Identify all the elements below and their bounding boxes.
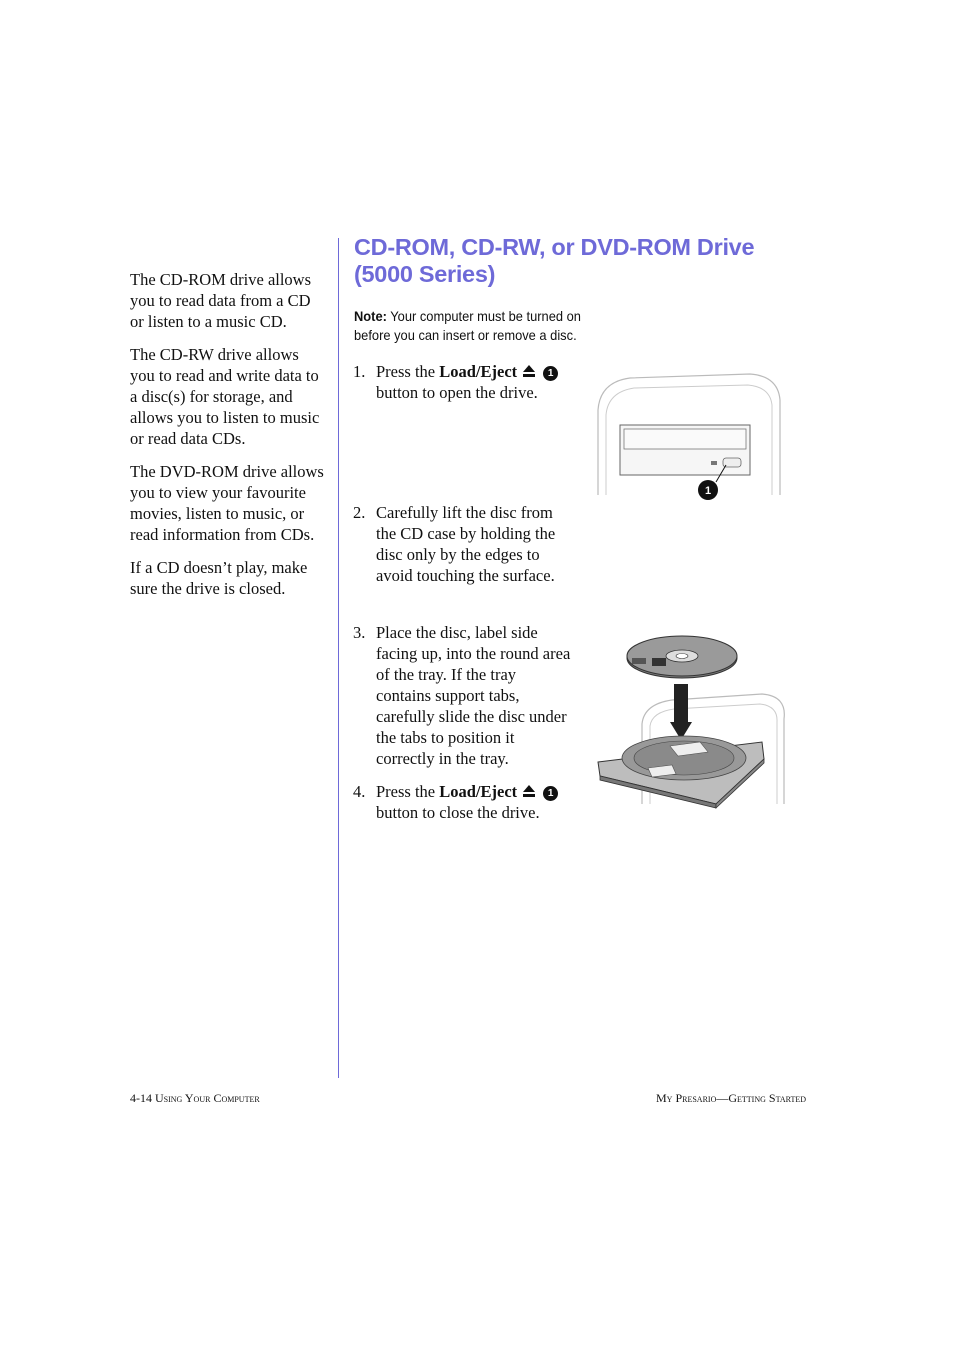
figure-callout-label: 1 [704,485,712,497]
step-text: Place the disc, label side facing up, into the round area of the tray. If the tray contains support tabs, carefully slide the disc under the tabs to position it correctly in the tray. [376,623,571,768]
footer-right: My Presario—Getting Started [656,1091,806,1105]
step-text: Press the [376,362,440,381]
step-3 [353,622,573,769]
eject-icon [522,364,536,378]
step-text: button to open the drive. [376,383,538,402]
page-number: 4-14 [130,1091,152,1105]
step-1 [353,361,575,403]
step-number: 1. [353,362,366,381]
note-label: Note: [354,308,387,324]
callout-1-icon: 1 [543,786,558,801]
callout-1-icon: 1 [543,366,558,381]
step-2 [353,502,571,586]
step-number: 2. [353,503,366,522]
sidebar-paragraph-dvdrom: The DVD-ROM drive allows you to view your favourite movies, listen to music, or read information from CDs. [130,462,324,544]
section-title: CD-ROM, CD-RW, or DVD-ROM Drive (5000 Series) [354,234,755,287]
sidebar-paragraph-cdrw: The CD-RW drive allows you to read and write data to a disc(s) for storage, and allows you to listen to music or read data CDs. [130,345,320,448]
step-text: Press the [376,782,440,801]
note-text: Your computer must be turned on before you can insert or remove a disc. [354,308,581,343]
sidebar-paragraph-tip: If a CD doesn’t play, make sure the drive is closed. [130,558,308,598]
step-number: 4. [353,782,366,801]
load-eject-label: Load/Eject [439,782,518,801]
sidebar-paragraph-cdrom: The CD-ROM drive allows you to read data from a CD or listen to a music CD. [130,270,312,331]
sidebar-text [130,269,326,611]
step-text: Carefully lift the disc from the CD case by holding the disc only by the edges to avoid touching the surface. [376,503,556,585]
footer-left [130,1091,260,1106]
step-number: 3. [353,623,366,642]
step-4 [353,781,575,823]
drive-front-illustration [590,370,790,500]
eject-icon [522,784,536,798]
chapter-title: Using Your Computer [155,1091,260,1105]
step-text: button to close the drive. [376,803,540,822]
note [354,307,584,345]
column-divider [338,238,339,1078]
disc-tray-illustration [592,634,792,809]
load-eject-label: Load/Eject [439,362,518,381]
